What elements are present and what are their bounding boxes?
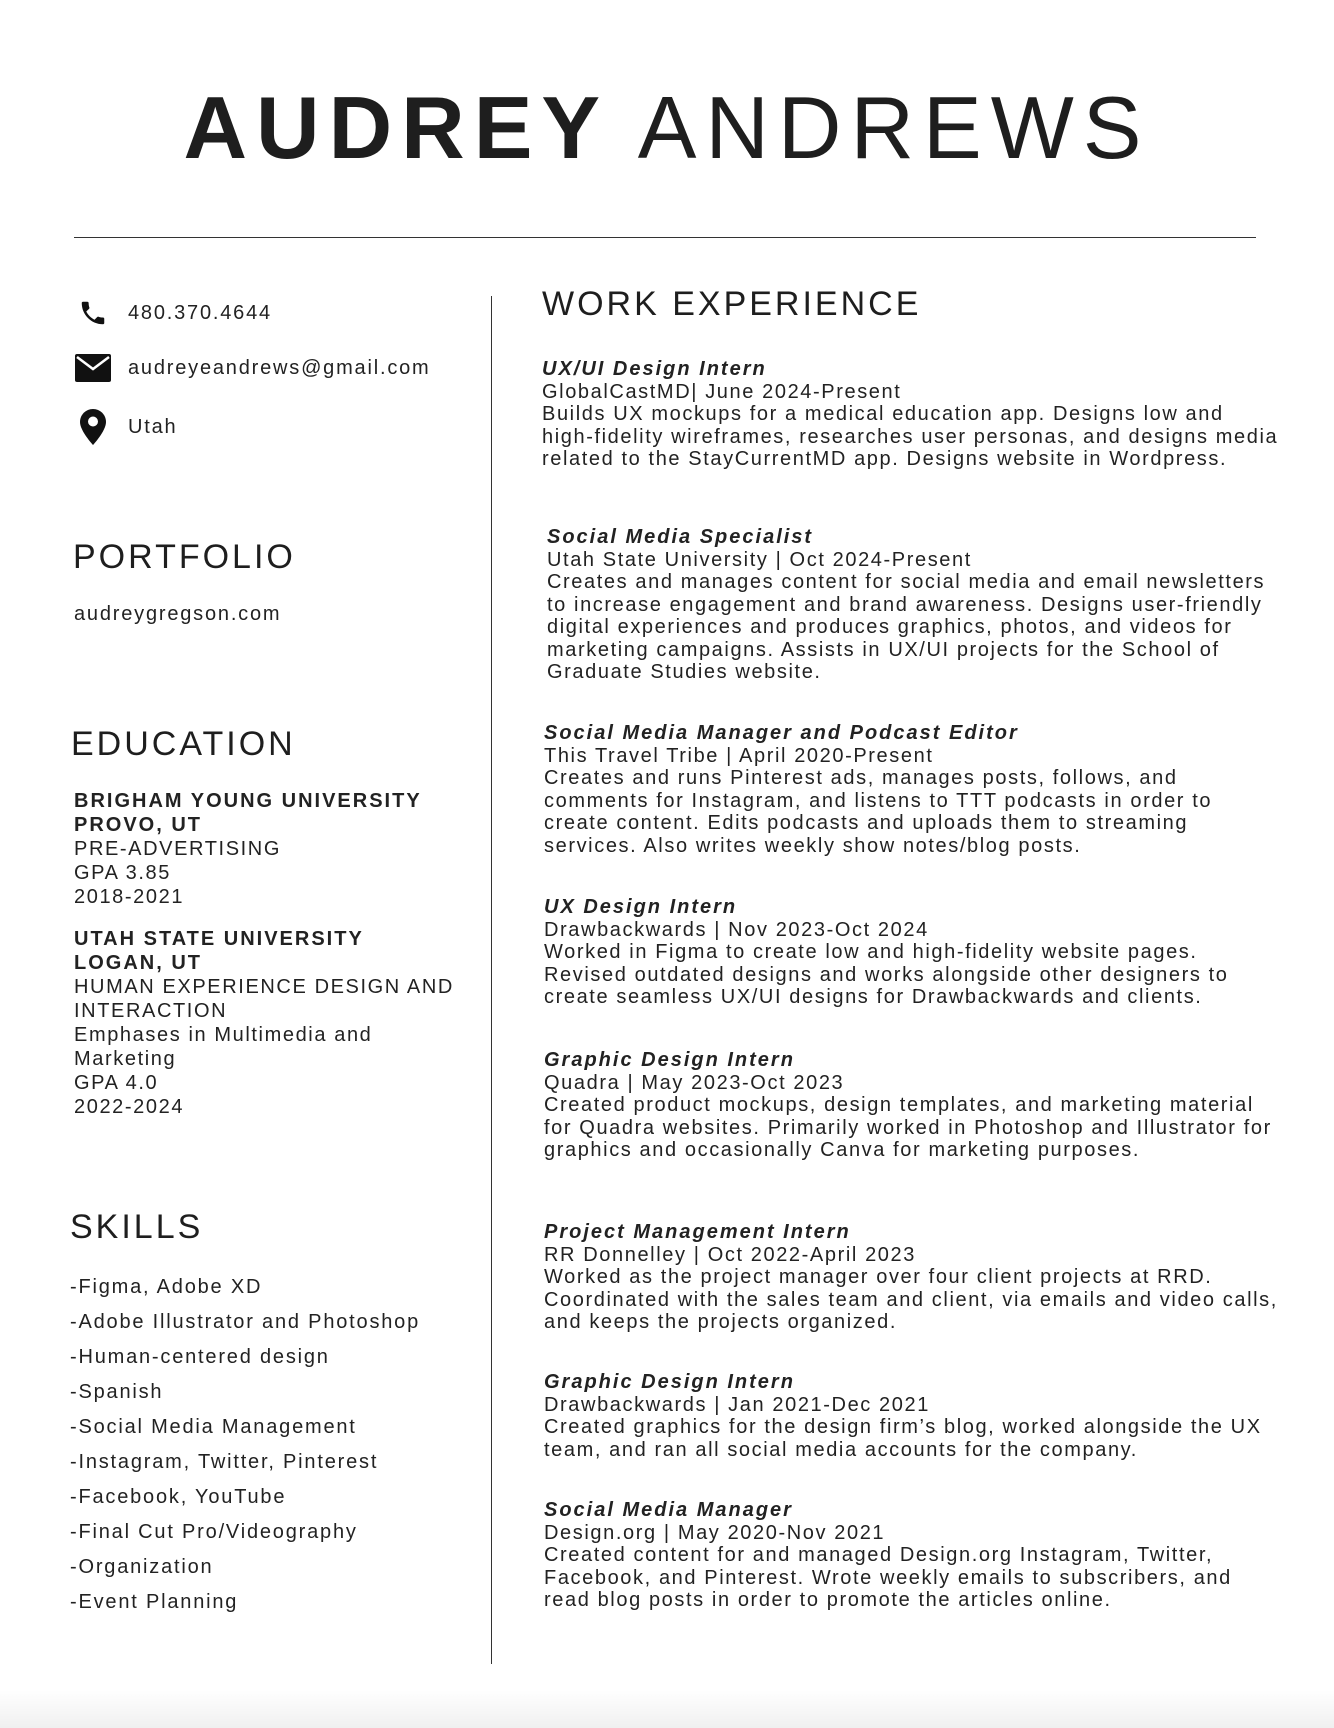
location: Utah xyxy=(128,415,178,438)
skills-heading: SKILLS xyxy=(70,1208,204,1246)
job-description: Created product mockups, design templates, and marketing material for Quadra websites. Primarily worked in Photoshop and Illustrator for graphics and occasionally Canva for marketing purposes. xyxy=(544,1094,1272,1161)
job-entry xyxy=(544,896,1284,1009)
job-entry xyxy=(544,1499,1284,1612)
skill-item: -Facebook, YouTube xyxy=(70,1486,287,1508)
job-title: Graphic Design Intern xyxy=(544,1049,795,1071)
job-org: Drawbackwards | Jan 2021-Dec 2021 xyxy=(544,1393,930,1416)
skill-item: -Human-centered design xyxy=(70,1346,330,1368)
map-pin-icon xyxy=(74,408,112,446)
job-title: Social Media Manager and Podcast Editor xyxy=(544,722,1019,744)
school-program: HUMAN EXPERIENCE DESIGN AND INTERACTION xyxy=(74,976,454,1022)
school-program: PRE-ADVERTISING xyxy=(74,838,281,860)
contact-email xyxy=(74,349,431,387)
skill-item: -Adobe Illustrator and Photoshop xyxy=(70,1311,421,1333)
job-title: Social Media Manager xyxy=(544,1499,793,1521)
portfolio-link[interactable]: audreygregson.com xyxy=(74,603,282,625)
job-entry xyxy=(544,1049,1284,1162)
job-entry xyxy=(544,722,1284,857)
work-experience-heading: WORK EXPERIENCE xyxy=(542,285,922,323)
job-description: Worked as the project manager over four client projects at RRD. Coordinated with the sales team and client, via emails and video calls, and keeps the projects organized. xyxy=(544,1266,1278,1333)
job-entry xyxy=(544,1371,1284,1461)
job-title: Social Media Specialist xyxy=(547,526,814,548)
email-address: audreyeandrews@gmail.com xyxy=(128,356,431,379)
education-entry xyxy=(74,789,474,909)
job-org: Design.org | May 2020-Nov 2021 xyxy=(544,1521,886,1544)
job-description: Worked in Figma to create low and high-fidelity website pages. Revised outdated designs and works alongside other designers to create seamless UX/UI designs for Drawbackwards and clients. xyxy=(544,941,1229,1008)
job-org: Utah State University | Oct 2024-Present xyxy=(547,548,972,571)
phone-icon xyxy=(74,294,112,332)
job-entry xyxy=(547,526,1287,684)
column-divider xyxy=(491,296,492,1664)
skill-item: -Event Planning xyxy=(70,1591,239,1613)
job-title: Project Management Intern xyxy=(544,1221,851,1243)
skills-list xyxy=(70,1270,420,1620)
job-org: GlobalCastMD| June 2024-Present xyxy=(542,380,902,403)
skill-item: -Social Media Management xyxy=(70,1416,357,1438)
job-entry xyxy=(542,358,1282,471)
job-title: Graphic Design Intern xyxy=(544,1371,795,1393)
envelope-icon xyxy=(74,349,112,387)
school-location: LOGAN, UT xyxy=(74,952,202,974)
job-description: Creates and manages content for social media and email newsletters to increase engagement and brand awareness. Designs user-friendly digital experiences and produces graphics, photos, and videos for marketing campaigns. Assists in UX/UI projects for the School of Graduate Studies website. xyxy=(547,571,1266,683)
job-description: Created content for and managed Design.org Instagram, Twitter, Facebook, and Pinterest. Wrote weekly emails to subscribers, and read blog posts in order to promote the articles online. xyxy=(544,1544,1232,1611)
page-edge-shade xyxy=(0,1690,1334,1728)
skill-item: -Instagram, Twitter, Pinterest xyxy=(70,1451,379,1473)
skill-item: -Organization xyxy=(70,1556,214,1578)
school-location: PROVO, UT xyxy=(74,814,203,836)
education-entry xyxy=(74,927,474,1119)
job-description: Builds UX mockups for a medical education app. Designs low and high-fidelity wireframes, researches user personas, and designs media related to the StayCurrentMD app. Designs website in Wordpress. xyxy=(542,403,1279,470)
skill-item: -Spanish xyxy=(70,1381,164,1403)
last-name: ANDREWS xyxy=(637,78,1151,177)
header-divider xyxy=(74,237,1256,238)
school-years: 2022-2024 xyxy=(74,1096,185,1118)
resume-name xyxy=(0,78,1334,177)
job-description: Creates and runs Pinterest ads, manages posts, follows, and comments for Instagram, and listens to TTT podcasts in order to create content. Edits podcasts and uploads them to streaming services. Also writes weekly show notes/blog posts. xyxy=(544,767,1213,857)
school-gpa: GPA 4.0 xyxy=(74,1072,159,1094)
school-name: BRIGHAM YOUNG UNIVERSITY xyxy=(74,790,422,812)
job-entry xyxy=(544,1221,1284,1334)
job-title: UX/UI Design Intern xyxy=(542,358,767,380)
portfolio-heading: PORTFOLIO xyxy=(73,538,296,576)
job-org: RR Donnelley | Oct 2022-April 2023 xyxy=(544,1243,916,1266)
job-title: UX Design Intern xyxy=(544,896,738,918)
contact-location xyxy=(74,408,177,446)
first-name: AUDREY xyxy=(183,78,610,177)
school-gpa: GPA 3.85 xyxy=(74,862,171,884)
phone-number: 480.370.4644 xyxy=(128,301,272,324)
job-description: Created graphics for the design firm’s blog, worked alongside the UX team, and ran all social media accounts for the company. xyxy=(544,1416,1262,1461)
school-name: UTAH STATE UNIVERSITY xyxy=(74,928,364,950)
job-org: Drawbackwards | Nov 2023-Oct 2024 xyxy=(544,918,929,941)
school-emphasis: Emphases in Multimedia and Marketing xyxy=(74,1024,373,1070)
education-heading: EDUCATION xyxy=(71,725,296,763)
contact-phone xyxy=(74,294,272,332)
school-years: 2018-2021 xyxy=(74,886,185,908)
skill-item: -Figma, Adobe XD xyxy=(70,1276,263,1298)
skill-item: -Final Cut Pro/Videography xyxy=(70,1521,358,1543)
job-org: This Travel Tribe | April 2020-Present xyxy=(544,744,934,767)
job-org: Quadra | May 2023-Oct 2023 xyxy=(544,1071,845,1094)
